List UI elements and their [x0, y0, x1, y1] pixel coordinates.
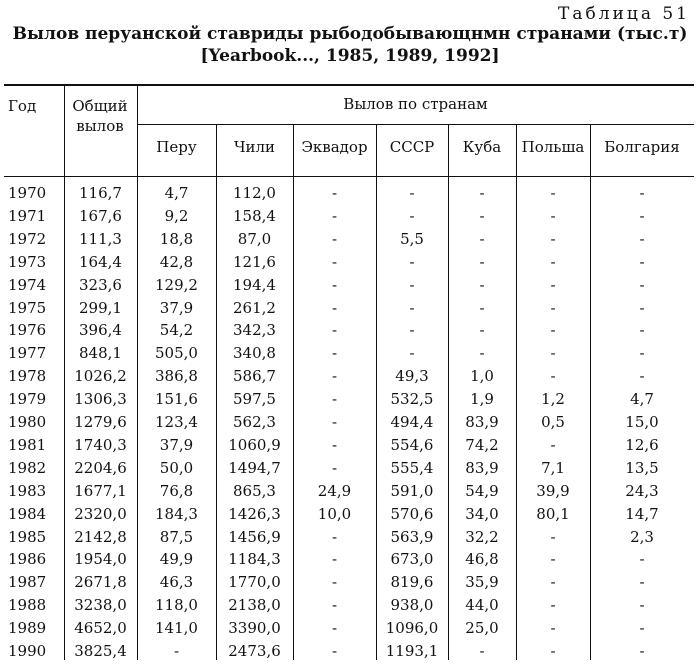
table-cell: 39,9 [536, 481, 570, 500]
table-cell: 4,7 [630, 390, 654, 409]
table-cell: - [173, 642, 180, 660]
table-cell: 3825,4 [74, 642, 127, 660]
table-cell: 7,1 [541, 458, 565, 477]
table-cell: 111,3 [79, 229, 122, 248]
table-cell: 194,4 [233, 275, 276, 294]
table-cell: 164,4 [79, 252, 122, 271]
table-cell: 555,4 [390, 458, 434, 477]
table-cell: - [409, 275, 415, 294]
table-cell: 123,4 [155, 413, 198, 431]
table-cell: - [639, 642, 645, 660]
table-cell: 1456,9 [228, 527, 281, 546]
table-cell: 673,0 [390, 550, 434, 569]
table-cell: 24,9 [317, 481, 352, 500]
row-year: 1990 [8, 642, 47, 660]
row-year: 1988 [8, 596, 47, 615]
table-cell: 1426,3 [228, 504, 281, 523]
row-year: 1981 [8, 435, 47, 454]
table-cell: 494,4 [390, 413, 434, 431]
table-cell: 18,8 [159, 229, 194, 248]
table-cell: 532,5 [390, 390, 434, 409]
table-cell: - [550, 596, 556, 615]
table-cell: 3238,0 [74, 596, 127, 615]
table-cell: - [639, 298, 645, 317]
table-number: Таблица 51 [558, 4, 690, 24]
table-cell: 299,1 [79, 298, 122, 317]
table-cell: - [331, 275, 338, 294]
table-cell: 323,6 [79, 275, 122, 294]
table-cell: 24,3 [625, 481, 659, 500]
table-cell: - [331, 344, 338, 363]
row-year: 1974 [8, 275, 47, 294]
table-cell: 167,6 [79, 206, 122, 225]
table-cell: - [550, 619, 556, 638]
table-cell: - [639, 321, 645, 340]
row-year: 1971 [8, 206, 47, 225]
table-cell: 112,0 [233, 184, 276, 202]
row-year: 1980 [8, 413, 47, 431]
table-cell: - [639, 344, 645, 363]
table-cell: - [409, 321, 415, 340]
table-cell: - [331, 252, 338, 271]
table-cell: 118,0 [155, 596, 198, 615]
table-cell: 938,0 [390, 596, 434, 615]
table-cell: 37,9 [159, 298, 194, 317]
table-cell: 83,9 [465, 458, 499, 477]
row-year: 1986 [8, 550, 47, 569]
table-cell: 83,9 [465, 413, 499, 431]
table-cell: 2,3 [630, 527, 654, 546]
table-cell: 54,9 [465, 481, 499, 500]
table-cell: - [550, 573, 556, 592]
table-cell: 386,8 [155, 367, 198, 386]
table-cell: 1026,2 [74, 367, 127, 386]
table-cell: - [479, 321, 485, 340]
table-cell: - [331, 206, 338, 225]
header-sub-rule [137, 124, 694, 125]
row-year: 1984 [8, 504, 47, 523]
table-cell: 848,1 [79, 344, 122, 363]
table-cell: 54,2 [159, 321, 194, 340]
table-cell: - [479, 229, 485, 248]
table-cell: - [409, 206, 415, 225]
table-cell: - [409, 184, 415, 202]
row-year: 1982 [8, 458, 47, 477]
table-cell: - [331, 527, 338, 546]
header-country: Болгария [604, 138, 680, 156]
table-cell: 340,8 [233, 344, 276, 363]
table-cell: - [331, 458, 338, 477]
table-cell: 1770,0 [228, 573, 281, 592]
table-cell: 49,3 [395, 367, 429, 386]
row-year: 1973 [8, 252, 47, 271]
table-cell: 80,1 [536, 504, 570, 523]
table-cell: - [409, 298, 415, 317]
table-cell: 2473,6 [228, 642, 281, 660]
table-cell: 42,8 [159, 252, 194, 271]
table-cell: 554,6 [390, 435, 434, 454]
table-cell: - [639, 229, 645, 248]
table-cell: 4,7 [164, 184, 189, 202]
table-cell: 32,2 [465, 527, 499, 546]
table-cell: - [550, 642, 556, 660]
table-cell: 37,9 [159, 435, 194, 454]
row-year: 1970 [8, 184, 47, 202]
table-cell: - [550, 206, 556, 225]
table-cell: - [639, 252, 645, 271]
row-year: 1987 [8, 573, 47, 592]
table-cell: 1740,3 [74, 435, 127, 454]
row-year: 1978 [8, 367, 47, 386]
table-cell: 158,4 [233, 206, 276, 225]
table-cell: 396,4 [79, 321, 122, 340]
table-cell: 2320,0 [74, 504, 127, 523]
row-year: 1977 [8, 344, 47, 363]
table-cell: - [639, 206, 645, 225]
table-cell: - [479, 344, 485, 363]
top-rule [4, 84, 694, 86]
table-cell: - [550, 550, 556, 569]
table-cell: - [550, 367, 556, 386]
table-cell: 76,8 [159, 481, 194, 500]
table-cell: - [479, 184, 485, 202]
table-cell: - [639, 619, 645, 638]
table-cell: 505,0 [155, 344, 198, 363]
table-cell: 570,6 [390, 504, 434, 523]
table-cell: 116,7 [79, 184, 122, 202]
table-cell: - [331, 413, 338, 431]
table-cell: 2671,8 [74, 573, 127, 592]
table-cell: - [409, 252, 415, 271]
table-cell: 10,0 [317, 504, 352, 523]
table-cell: 25,0 [465, 619, 499, 638]
table-cell: - [331, 298, 338, 317]
header-year: Год [8, 97, 37, 115]
table-cell: 50,0 [159, 458, 194, 477]
table-cell: 141,0 [155, 619, 198, 638]
table-cell: 865,3 [233, 481, 276, 500]
table-cell: - [331, 619, 338, 638]
table-cell: - [479, 298, 485, 317]
table-cell: 1184,3 [228, 550, 281, 569]
header-country: Эквадор [301, 138, 368, 156]
table-cell: - [479, 206, 485, 225]
table-cell: - [331, 390, 338, 409]
table-cell: 12,6 [625, 435, 659, 454]
table-cell: 1193,1 [385, 642, 439, 660]
row-year: 1989 [8, 619, 47, 638]
table-cell: 129,2 [155, 275, 198, 294]
table-cell: - [639, 550, 645, 569]
header-country: СССР [389, 138, 435, 156]
table-cell: 46,3 [159, 573, 194, 592]
table-cell: 261,2 [233, 298, 276, 317]
header-country: Куба [462, 138, 502, 156]
table-cell: 1494,7 [228, 458, 281, 477]
table-cell: 35,9 [465, 573, 499, 592]
table-cell: 4652,0 [74, 619, 127, 638]
table-cell: 563,9 [390, 527, 434, 546]
table-cell: 1060,9 [228, 435, 281, 454]
table-cell: - [409, 344, 415, 363]
table-cell: 14,7 [625, 504, 659, 523]
table-cell: 1,2 [541, 390, 565, 409]
table-cell: - [550, 252, 556, 271]
table-cell: - [331, 642, 338, 660]
table-cell: - [331, 573, 338, 592]
table-cell: - [639, 596, 645, 615]
header-by-country: Вылов по странам [343, 95, 488, 113]
table-cell: 2204,6 [74, 458, 127, 477]
table-cell: - [331, 321, 338, 340]
table-cell: - [331, 229, 338, 248]
table-cell: - [550, 435, 556, 454]
table-cell: - [550, 184, 556, 202]
row-year: 1985 [8, 527, 47, 546]
table-cell: 1096,0 [385, 619, 439, 638]
table-cell: 1,9 [470, 390, 494, 409]
table-cell: 2142,8 [74, 527, 127, 546]
table-cell: - [331, 184, 338, 202]
table-cell: - [550, 298, 556, 317]
table-cell: 1279,6 [74, 413, 127, 431]
table-cell: - [550, 229, 556, 248]
table-cell: 74,2 [465, 435, 499, 454]
table-cell: 15,0 [625, 413, 659, 431]
table-cell: 562,3 [233, 413, 276, 431]
table-cell: 1677,1 [74, 481, 127, 500]
table-cell: - [331, 596, 338, 615]
table-source: [Yearbook..., 1985, 1989, 1992] [200, 46, 500, 66]
table-cell: 44,0 [465, 596, 499, 615]
table-cell: 121,6 [233, 252, 276, 271]
table-cell: - [639, 275, 645, 294]
table-cell: 87,5 [159, 527, 194, 546]
table-cell: 151,6 [155, 390, 198, 409]
table-cell: - [639, 367, 645, 386]
table-cell: - [550, 275, 556, 294]
table-cell: 5,5 [400, 229, 424, 248]
table-cell: - [479, 275, 485, 294]
table-cell: 49,9 [159, 550, 194, 569]
table-cell: 1306,3 [74, 390, 127, 409]
header-country: Чили [233, 138, 276, 156]
table-cell: - [550, 527, 556, 546]
table-cell: - [331, 550, 338, 569]
table-cell: 87,0 [237, 229, 272, 248]
table-cell: 184,3 [155, 504, 198, 523]
table-cell: - [639, 184, 645, 202]
table-cell: 9,2 [164, 206, 189, 225]
table-cell: - [479, 252, 485, 271]
row-year: 1975 [8, 298, 47, 317]
table-cell: 1954,0 [74, 550, 127, 569]
table-cell: - [479, 642, 485, 660]
table-cell: 819,6 [390, 573, 434, 592]
table-cell: 342,3 [233, 321, 276, 340]
table-cell: 2138,0 [228, 596, 281, 615]
header-country: Польша [521, 138, 585, 156]
table-cell: 46,8 [465, 550, 499, 569]
table-cell: - [639, 573, 645, 592]
header-total: Общий вылов [72, 97, 128, 135]
table-cell: 0,5 [541, 413, 565, 431]
row-year: 1976 [8, 321, 47, 340]
table-title: Вылов перуанской ставриды рыбодобывающнмн странами (тыс.т) [12, 24, 688, 44]
table-cell: - [550, 344, 556, 363]
table-cell: - [331, 435, 338, 454]
row-year: 1972 [8, 229, 47, 248]
header-country: Перу [156, 138, 197, 156]
table-cell: 3390,0 [228, 619, 281, 638]
row-year: 1979 [8, 390, 47, 409]
table-cell: - [331, 367, 338, 386]
table-cell: 1,0 [470, 367, 494, 386]
table-cell: - [550, 321, 556, 340]
table-cell: 591,0 [390, 481, 434, 500]
table-cell: 34,0 [465, 504, 499, 523]
table-cell: 13,5 [625, 458, 659, 477]
row-year: 1983 [8, 481, 47, 500]
table-cell: 597,5 [233, 390, 276, 409]
table-cell: 586,7 [233, 367, 276, 386]
